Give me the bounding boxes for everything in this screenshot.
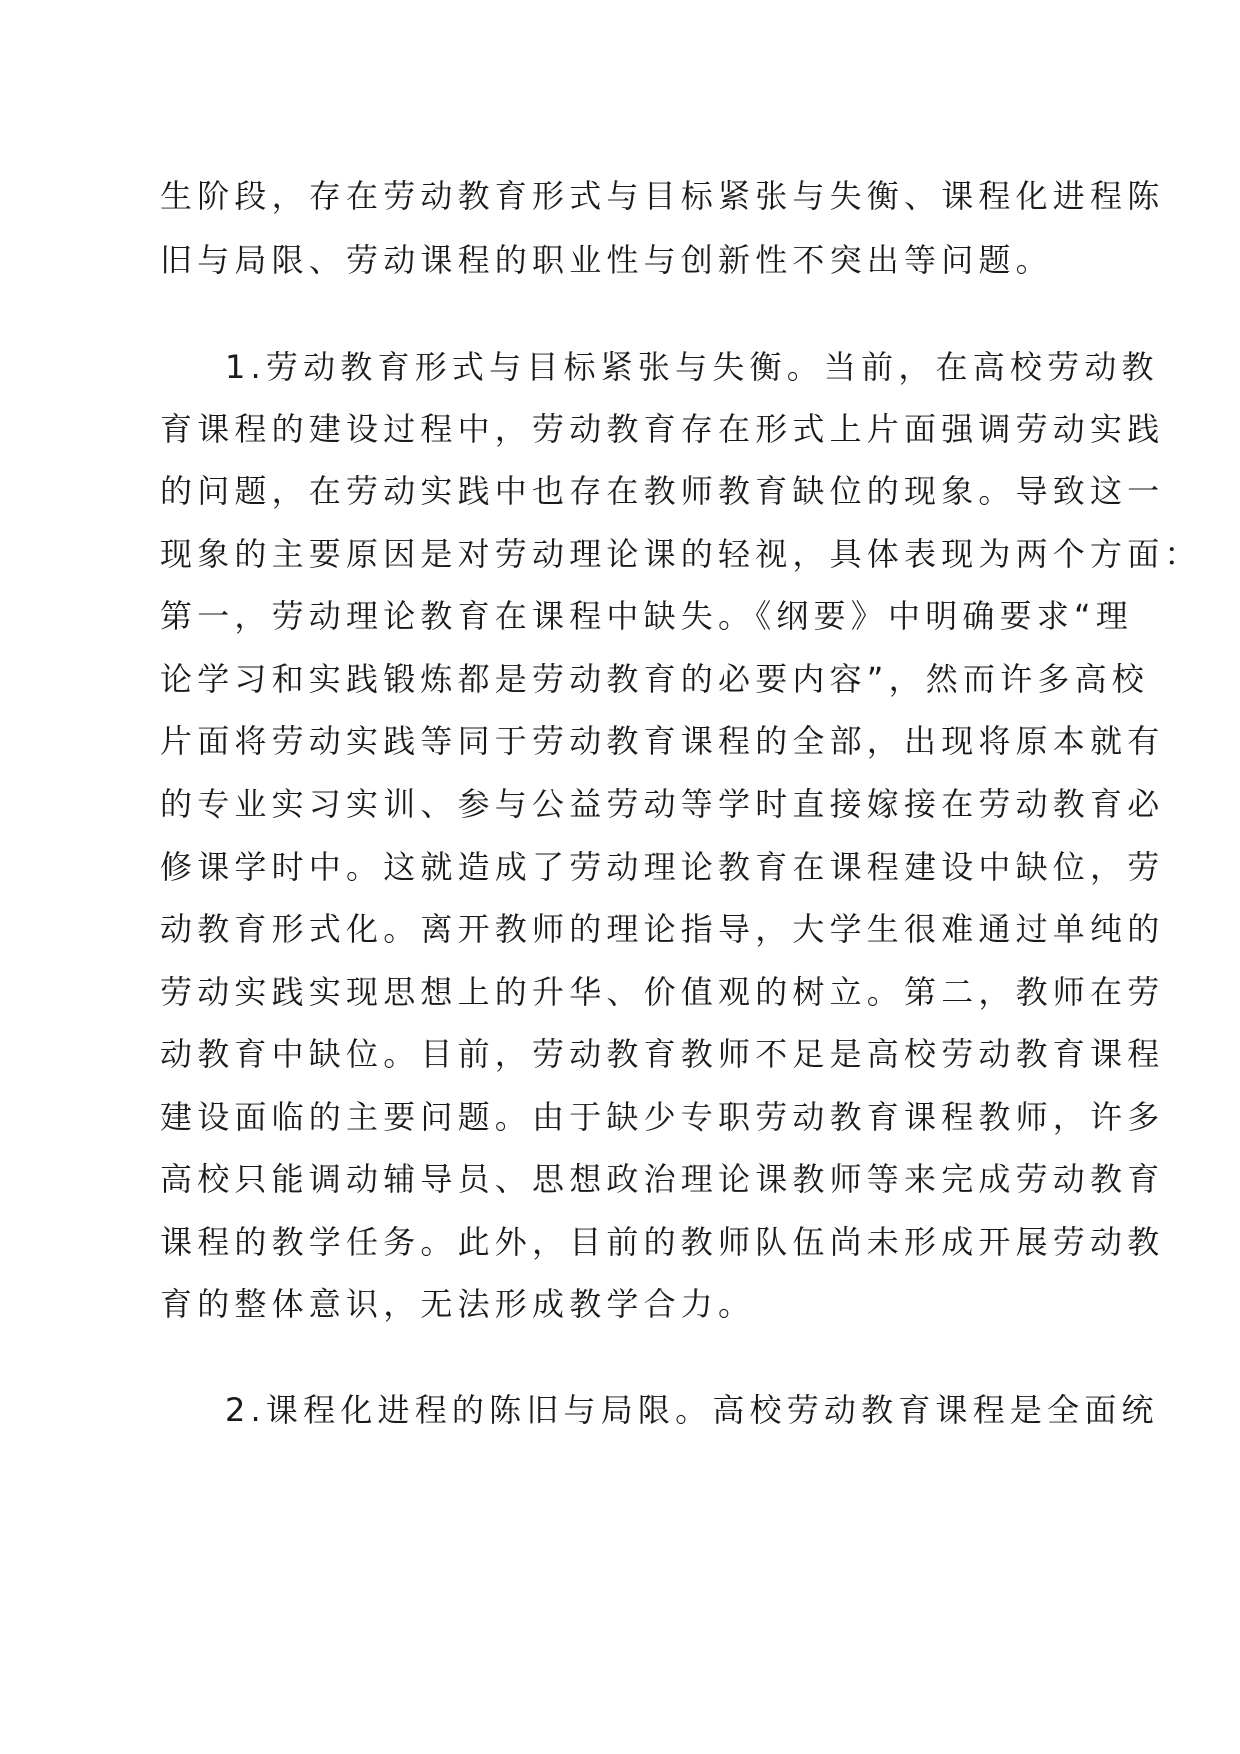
paragraph-2-line-5: 第一，劳动理论教育在课程中缺失。《纲要》中明确要求“理 <box>160 597 1133 635</box>
paragraph-2-line-2: 育课程的建设过程中，劳动教育存在形式上片面强调劳动实践 <box>160 410 1165 448</box>
paragraph-2-line-12: 动教育中缺位。目前，劳动教育教师不足是高校劳动教育课程 <box>160 1035 1165 1073</box>
paragraph-2-line-15: 课程的教学任务。此外，目前的教师队伍尚未形成开展劳动教 <box>160 1223 1165 1261</box>
paragraph-2-line-13: 建设面临的主要问题。由于缺少专职劳动教育课程教师，许多 <box>160 1098 1165 1136</box>
paragraph-1-line-2: 旧与局限、劳动课程的职业性与创新性不突出等问题。 <box>160 241 1053 279</box>
paragraph-2-line-8: 的专业实习实训、参与公益劳动等学时直接嫁接在劳动教育必 <box>160 785 1165 823</box>
paragraph-2-line-1: 1.劳动教育形式与目标紧张与失衡。当前，在高校劳动教 <box>225 348 1159 386</box>
paragraph-2-line-7: 片面将劳动实践等同于劳动教育课程的全部，出现将原本就有 <box>160 722 1165 760</box>
paragraph-2-line-11: 劳动实践实现思想上的升华、价值观的树立。第二，教师在劳 <box>160 973 1165 1011</box>
paragraph-2-line-14: 高校只能调动辅导员、思想政治理论课教师等来完成劳动教育 <box>160 1160 1165 1198</box>
paragraph-2-line-9: 修课学时中。这就造成了劳动理论教育在课程建设中缺位，劳 <box>160 848 1165 886</box>
paragraph-2-line-10: 动教育形式化。离开教师的理论指导，大学生很难通过单纯的 <box>160 910 1165 948</box>
paragraph-2-line-6: 论学习和实践锻炼都是劳动教育的必要内容”，然而许多高校 <box>160 660 1149 698</box>
paragraph-2-line-3: 的问题，在劳动实践中也存在教师教育缺位的现象。导致这一 <box>160 472 1165 510</box>
paragraph-2-line-16: 育的整体意识，无法形成教学合力。 <box>160 1285 756 1323</box>
paragraph-1-line-1: 生阶段，存在劳动教育形式与目标紧张与失衡、课程化进程陈 <box>160 177 1165 215</box>
paragraph-2-line-4: 现象的主要原因是对劳动理论课的轻视，具体表现为两个方面： <box>160 535 1202 573</box>
paragraph-3-line-1: 2.课程化进程的陈旧与局限。高校劳动教育课程是全面统 <box>225 1391 1159 1429</box>
